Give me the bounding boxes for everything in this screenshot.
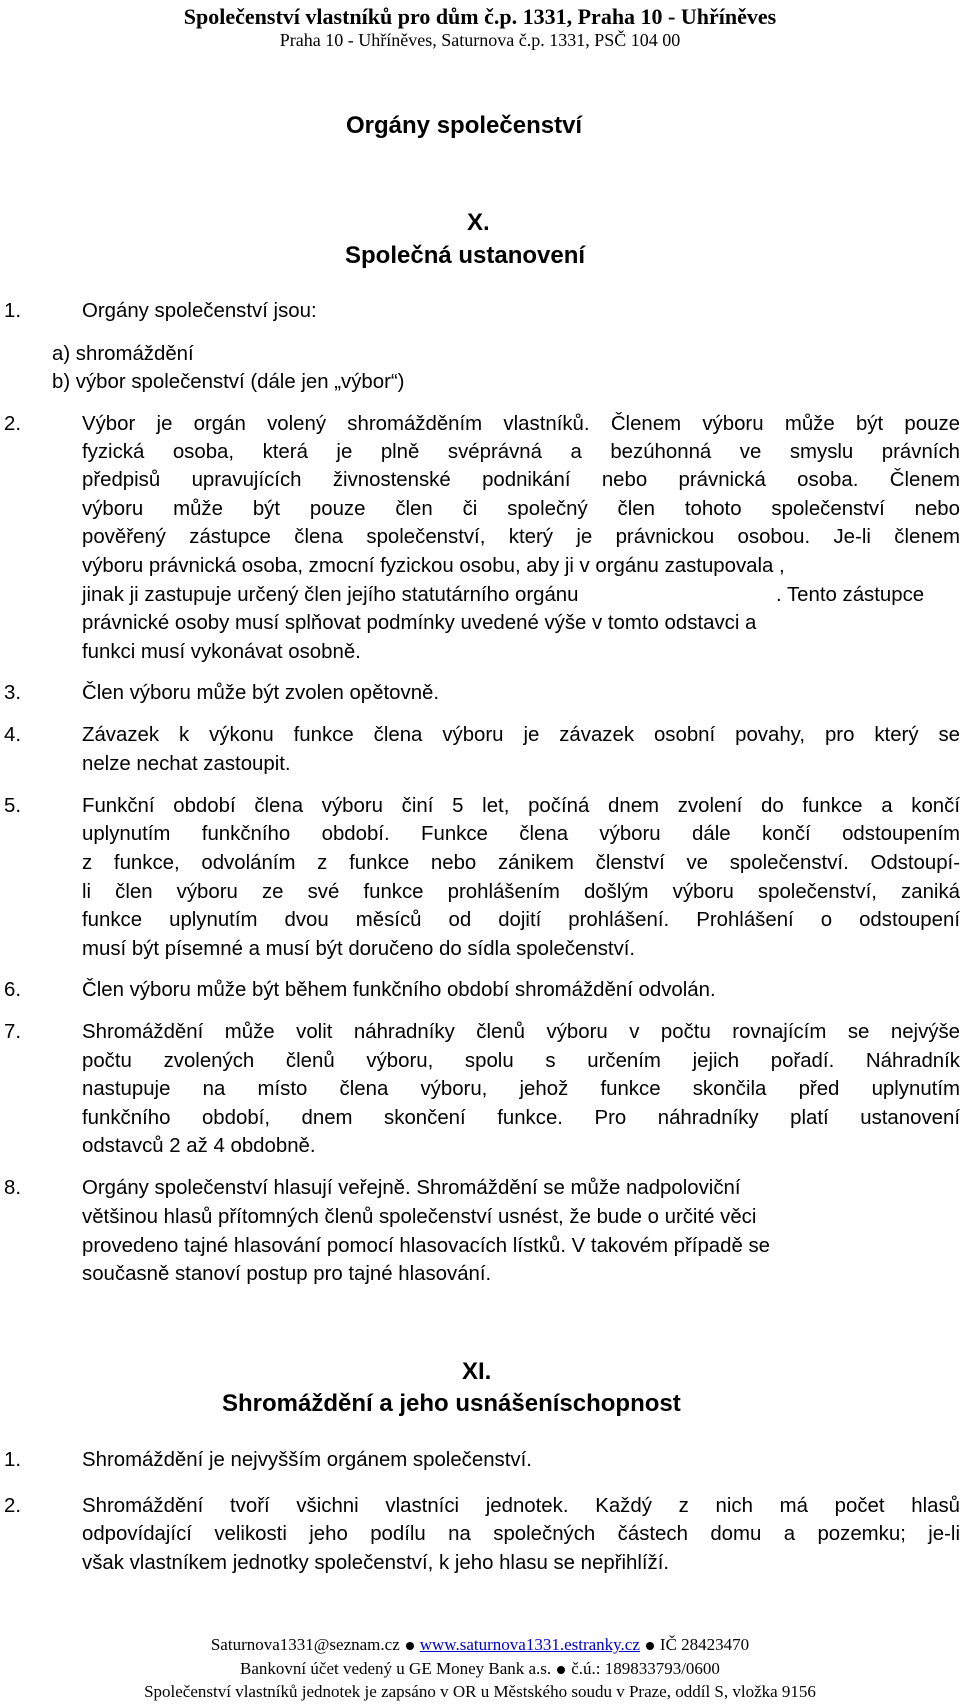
paragraph-line: provedeno tajné hlasování pomocí hlasovacích lístků. V takovém případě se: [82, 1235, 771, 1257]
paragraph-line: Člen výboru může být během funkčního období shromáždění odvolán.: [82, 979, 716, 1001]
paragraph-line: nelze nechat zastoupit.: [82, 753, 291, 775]
footer-ico: IČ 28423470: [659, 1635, 750, 1654]
paragraph-line: počtu zvolených členů výboru, spolu s určením jejich pořadí. Náhradník: [82, 1050, 960, 1072]
item-number: 1.: [4, 300, 22, 322]
section-xi-title: Shromáždění a jeho usnášeníschopnost: [222, 1390, 681, 1417]
footer-contact-line: [0, 1634, 960, 1655]
paragraph-line: Shromáždění může volit náhradníky členů výboru v počtu rovnajícím se nejvýše: [82, 1021, 960, 1043]
paragraph-line: pověřený zástupce člena společenství, který je právnickou osobou. Je-li členem: [82, 526, 960, 548]
item-number: 2.: [4, 413, 22, 435]
paragraph-line: výboru může být pouze člen či společný člen tohoto společenství nebo: [82, 498, 960, 520]
footer-bank: Bankovní účet vedený u GE Money Bank a.s.: [240, 1659, 552, 1678]
document-header-title: Společenství vlastníků pro dům č.p. 1331, Praha 10 - Uhříněves: [183, 4, 777, 29]
paragraph-line: současně stanoví postup pro tajné hlasování.: [82, 1263, 492, 1285]
paragraph-line: z funkce, odvoláním z funkce nebo zánikem členství ve společenství. Odstoupí-: [82, 852, 960, 874]
paragraph-line: výboru právnická osoba, zmocní fyzickou osobu, aby ji v orgánu zastupovala ,: [82, 555, 785, 577]
paragraph-line: uplynutím funkčního období. Funkce člena výboru dále končí odstoupením: [82, 823, 960, 845]
paragraph-line: Člen výboru může být zvolen opětovně.: [82, 682, 440, 704]
paragraph-line: Shromáždění tvoří všichni vlastníci jednotek. Každý z nich má počet hlasů: [82, 1495, 960, 1517]
section-title-top: Orgány společenství: [346, 112, 583, 139]
item-number: 5.: [4, 795, 22, 817]
paragraph-line: li člen výboru ze své funkce prohlášením došlým výboru společenství, zaniká: [82, 881, 960, 903]
paragraph-line: . Tento zástupce: [776, 584, 925, 606]
footer-account: č.ú.: 189833793/0600: [571, 1659, 720, 1678]
paragraph-line: jinak ji zastupuje určený člen jejího statutárního orgánu: [82, 584, 579, 606]
footer-registry: Společenství vlastníků jednotek je zapsáno v OR u Městského soudu v Praze, oddíl S, vložka 9156: [144, 1682, 816, 1701]
item-number: 4.: [4, 724, 22, 746]
paragraph-line: Závazek k výkonu funkce člena výboru je závazek osobní povahy, pro který se: [82, 724, 960, 746]
paragraph-line: odstavců 2 až 4 obdobně.: [82, 1135, 316, 1157]
item-number: 1.: [4, 1449, 22, 1471]
item-number: 8.: [4, 1177, 22, 1199]
paragraph-line: Funkční období člena výboru činí 5 let, počíná dnem zvolení do funkce a končí: [82, 795, 960, 817]
paragraph-line: fyzická osoba, která je plně svéprávná a bezúhonná ve smyslu právních: [82, 441, 960, 463]
paragraph-line: musí být písemné a musí být doručeno do sídla společenství.: [82, 938, 636, 960]
paragraph-line: funkci musí vykonávat osobně.: [82, 641, 361, 663]
paragraph-line: funkce uplynutím dvou měsíců od dojití prohlášení. Prohlášení o odstoupení: [82, 909, 960, 931]
footer-bank-line: [0, 1658, 960, 1679]
bullet-icon: [557, 1666, 565, 1674]
list-item: a) shromáždění: [52, 343, 194, 365]
bullet-icon: [646, 1642, 654, 1650]
paragraph-line: nastupuje na místo člena výboru, jehož funkce skončila před uplynutím: [82, 1078, 960, 1100]
paragraph-line: Výbor je orgán volený shromážděním vlastníků. Členem výboru může být pouze: [82, 413, 960, 435]
paragraph-line: funkčního období, dnem skončení funkce. Pro náhradníky platí ustanovení: [82, 1107, 960, 1129]
list-item: b) výbor společenství (dále jen „výbor“): [52, 371, 405, 393]
section-x-number: X.: [467, 209, 490, 236]
item-number: 6.: [4, 979, 22, 1001]
paragraph-line: odpovídající velikosti jeho podílu na společných částech domu a pozemku; je-li: [82, 1523, 960, 1545]
document-header-address: Praha 10 - Uhříněves, Saturnova č.p. 1331, PSČ 104 00: [279, 30, 681, 50]
paragraph-line: Orgány společenství jsou:: [82, 300, 317, 322]
section-xi-number: XI.: [462, 1358, 492, 1385]
footer-email: Saturnova1331@seznam.cz: [210, 1635, 400, 1654]
paragraph-line: Shromáždění je nejvyšším orgánem společenství.: [82, 1449, 532, 1471]
paragraph-line: Orgány společenství hlasují veřejně. Shromáždění se může nadpoloviční: [82, 1177, 741, 1199]
paragraph-line: předpisů upravujících živnostenské podnikání nebo právnická osoba. Členem: [82, 469, 960, 491]
paragraph-line: většinou hlasů přítomných členů společenství usnést, že bude o určité věci: [82, 1206, 757, 1228]
item-number: 7.: [4, 1021, 22, 1043]
item-number: 3.: [4, 682, 22, 704]
paragraph-line: právnické osoby musí splňovat podmínky uvedené výše v tomto odstavci a: [82, 612, 757, 634]
item-number: 2.: [4, 1495, 22, 1517]
footer-website-link[interactable]: www.saturnova1331.estranky.cz: [419, 1635, 640, 1654]
bullet-icon: [406, 1642, 414, 1650]
paragraph-line: však vlastníkem jednotky společenství, k jeho hlasu se nepřihlíží.: [82, 1552, 670, 1574]
section-x-title: Společná ustanovení: [345, 242, 586, 269]
